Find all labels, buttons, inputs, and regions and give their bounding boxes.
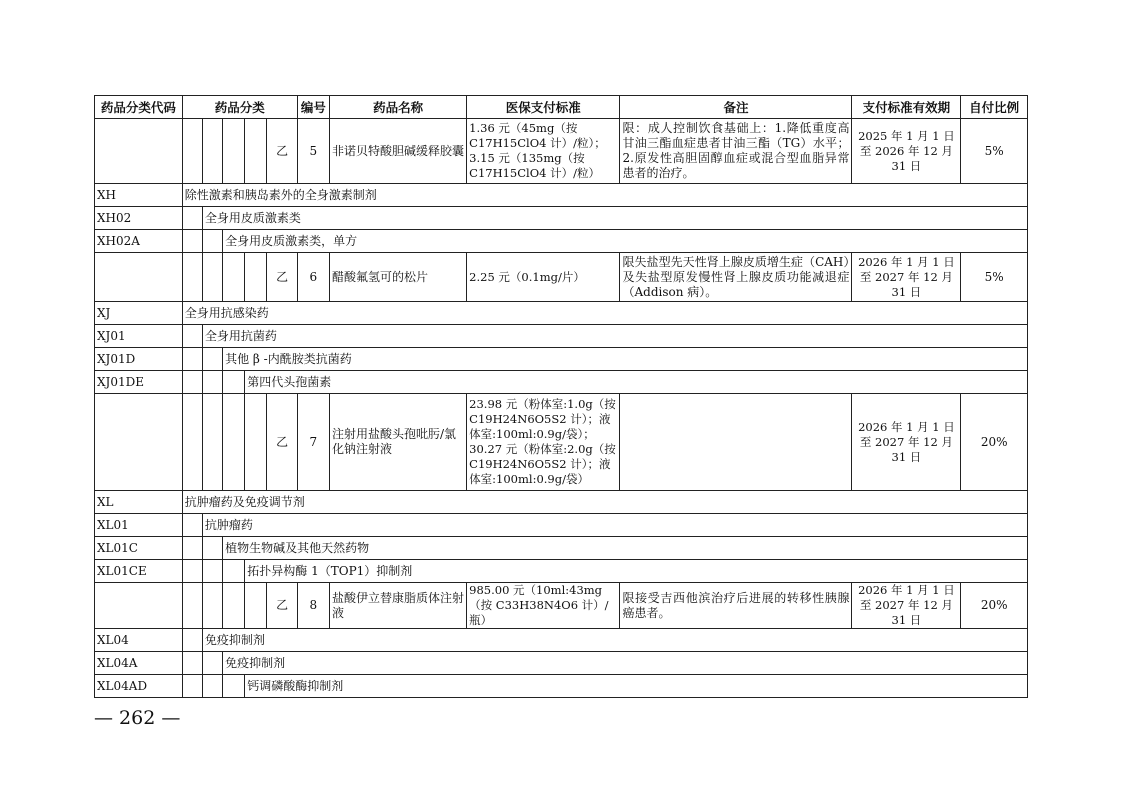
category-row (95, 371, 1028, 394)
drug-no: 6 (297, 253, 329, 302)
drug-grade: 乙 (267, 394, 297, 491)
class-indent-cell (182, 119, 202, 184)
drug-standard: 985.00 元（10ml:43mg（按 C33H38N4O6 计）/瓶） (467, 583, 620, 629)
drug-remark (620, 394, 852, 491)
category-code: XL01CE (95, 560, 183, 583)
header-standard: 医保支付标准 (467, 96, 620, 119)
category-row (95, 348, 1028, 371)
category-label: 拓扑异构酶 1（TOP1）抑制剂 (245, 560, 1028, 583)
category-label: 全身用皮质激素类，单方 (223, 230, 1028, 253)
category-code: XH02 (95, 207, 183, 230)
header-ratio: 自付比例 (961, 96, 1028, 119)
class-indent-cell (202, 560, 222, 583)
category-label: 植物生物碱及其他天然药物 (223, 537, 1028, 560)
class-indent-cell (182, 560, 202, 583)
class-indent-cell (202, 652, 222, 675)
category-row (95, 302, 1028, 325)
drug-validity: 2025 年 1 月 1 日至 2026 年 12 月 31 日 (852, 119, 961, 184)
class-indent-cell (182, 514, 202, 537)
category-row (95, 184, 1028, 207)
category-code: XJ01DE (95, 371, 183, 394)
class-indent-cell (223, 394, 245, 491)
category-code: XL04A (95, 652, 183, 675)
header-remark: 备注 (620, 96, 852, 119)
header-class: 药品分类 (182, 96, 297, 119)
drug-name: 醋酸氟氢可的松片 (329, 253, 466, 302)
category-label: 全身用皮质激素类 (202, 207, 1027, 230)
category-code: XH (95, 184, 183, 207)
category-row (95, 491, 1028, 514)
class-code-cell (95, 119, 183, 184)
category-row (95, 537, 1028, 560)
category-label: 全身用抗感染药 (182, 302, 1027, 325)
class-indent-cell (182, 652, 202, 675)
drug-validity: 2026 年 1 月 1 日至 2027 年 12 月 31 日 (852, 583, 961, 629)
category-row (95, 207, 1028, 230)
drug-grade: 乙 (267, 253, 297, 302)
table-body (95, 119, 1028, 698)
category-label: 钙调磷酸酶抑制剂 (245, 675, 1028, 698)
drug-remark: 限：成人控制饮食基础上：1.降低重度高甘油三酯血症患者甘油三酯（TG）水平；2.原发性高胆固醇血症或混合型血脂异常患者的治疗。 (620, 119, 852, 184)
category-code: XL04AD (95, 675, 183, 698)
class-indent-cell (245, 583, 267, 629)
class-indent-cell (202, 583, 222, 629)
class-indent-cell (202, 371, 222, 394)
header-no: 编号 (297, 96, 329, 119)
drug-no: 8 (297, 583, 329, 629)
category-label: 其他 β -内酰胺类抗菌药 (223, 348, 1028, 371)
drug-row (95, 394, 1028, 491)
class-indent-cell (182, 675, 202, 698)
class-indent-cell (223, 371, 245, 394)
class-indent-cell (202, 675, 222, 698)
category-code: XL (95, 491, 183, 514)
class-indent-cell (182, 583, 202, 629)
class-indent-cell (202, 537, 222, 560)
category-label: 免疫抑制剂 (202, 629, 1027, 652)
class-indent-cell (245, 119, 267, 184)
drug-remark: 限接受吉西他滨治疗后进展的转移性胰腺癌患者。 (620, 583, 852, 629)
category-code: XL01C (95, 537, 183, 560)
drug-grade: 乙 (267, 119, 297, 184)
class-indent-cell (182, 537, 202, 560)
class-indent-cell (182, 230, 202, 253)
class-indent-cell (245, 394, 267, 491)
category-row (95, 325, 1028, 348)
drug-ratio: 5% (961, 253, 1028, 302)
category-code: XL04 (95, 629, 183, 652)
class-indent-cell (202, 230, 222, 253)
drug-remark: 限失盐型先天性肾上腺皮质增生症（CAH）及失盐型原发慢性肾上腺皮质功能减退症（Addison 病）。 (620, 253, 852, 302)
category-row (95, 230, 1028, 253)
class-indent-cell (202, 119, 222, 184)
drug-no: 7 (297, 394, 329, 491)
class-indent-cell (223, 560, 245, 583)
category-label: 第四代头孢菌素 (245, 371, 1028, 394)
header-class-code: 药品分类代码 (95, 96, 183, 119)
drug-row (95, 253, 1028, 302)
class-indent-cell (202, 253, 222, 302)
class-indent-cell (223, 583, 245, 629)
drug-name: 盐酸伊立替康脂质体注射液 (329, 583, 466, 629)
drug-name: 注射用盐酸头孢吡肟/氯化钠注射液 (329, 394, 466, 491)
category-label: 除性激素和胰岛素外的全身激素制剂 (182, 184, 1027, 207)
drug-no: 5 (297, 119, 329, 184)
header-name: 药品名称 (329, 96, 466, 119)
category-row (95, 629, 1028, 652)
class-indent-cell (223, 253, 245, 302)
category-label: 抗肿瘤药 (202, 514, 1027, 537)
class-code-cell (95, 394, 183, 491)
drug-grade: 乙 (267, 583, 297, 629)
category-code: XJ01D (95, 348, 183, 371)
drug-list-table (94, 95, 1028, 698)
drug-standard: 1.36 元（45mg（按 C17H15ClO4 计）/粒）；3.15 元（135mg（按 C17H15ClO4 计）/粒） (467, 119, 620, 184)
class-indent-cell (202, 394, 222, 491)
drug-validity: 2026 年 1 月 1 日至 2027 年 12 月 31 日 (852, 394, 961, 491)
category-row (95, 560, 1028, 583)
class-indent-cell (182, 348, 202, 371)
class-indent-cell (182, 629, 202, 652)
drug-name: 非诺贝特酸胆碱缓释胶囊 (329, 119, 466, 184)
class-indent-cell (202, 348, 222, 371)
class-code-cell (95, 583, 183, 629)
category-row (95, 675, 1028, 698)
class-indent-cell (182, 371, 202, 394)
class-indent-cell (182, 253, 202, 302)
table-header-row (95, 96, 1028, 119)
drug-ratio: 5% (961, 119, 1028, 184)
class-indent-cell (223, 675, 245, 698)
category-label: 全身用抗菌药 (202, 325, 1027, 348)
drug-standard: 2.25 元（0.1mg/片） (467, 253, 620, 302)
category-row (95, 652, 1028, 675)
category-code: XJ (95, 302, 183, 325)
drug-row (95, 119, 1028, 184)
class-indent-cell (245, 253, 267, 302)
class-code-cell (95, 253, 183, 302)
category-label: 免疫抑制剂 (223, 652, 1028, 675)
class-indent-cell (223, 119, 245, 184)
page-number: — 262 — (94, 707, 181, 729)
category-label: 抗肿瘤药及免疫调节剂 (182, 491, 1027, 514)
drug-validity: 2026 年 1 月 1 日至 2027 年 12 月 31 日 (852, 253, 961, 302)
category-code: XL01 (95, 514, 183, 537)
category-code: XJ01 (95, 325, 183, 348)
category-row (95, 514, 1028, 537)
drug-row (95, 583, 1028, 629)
header-validity: 支付标准有效期 (852, 96, 961, 119)
category-code: XH02A (95, 230, 183, 253)
drug-ratio: 20% (961, 394, 1028, 491)
class-indent-cell (182, 325, 202, 348)
class-indent-cell (182, 207, 202, 230)
class-indent-cell (182, 394, 202, 491)
drug-ratio: 20% (961, 583, 1028, 629)
drug-standard: 23.98 元（粉体室:1.0g（按 C19H24N6O5S2 计）；液体室:100ml:0.9g/袋）；30.27 元（粉体室:2.0g（按 C19H24N6O5S2 计）；液体室:100ml:0.9g/袋） (467, 394, 620, 491)
